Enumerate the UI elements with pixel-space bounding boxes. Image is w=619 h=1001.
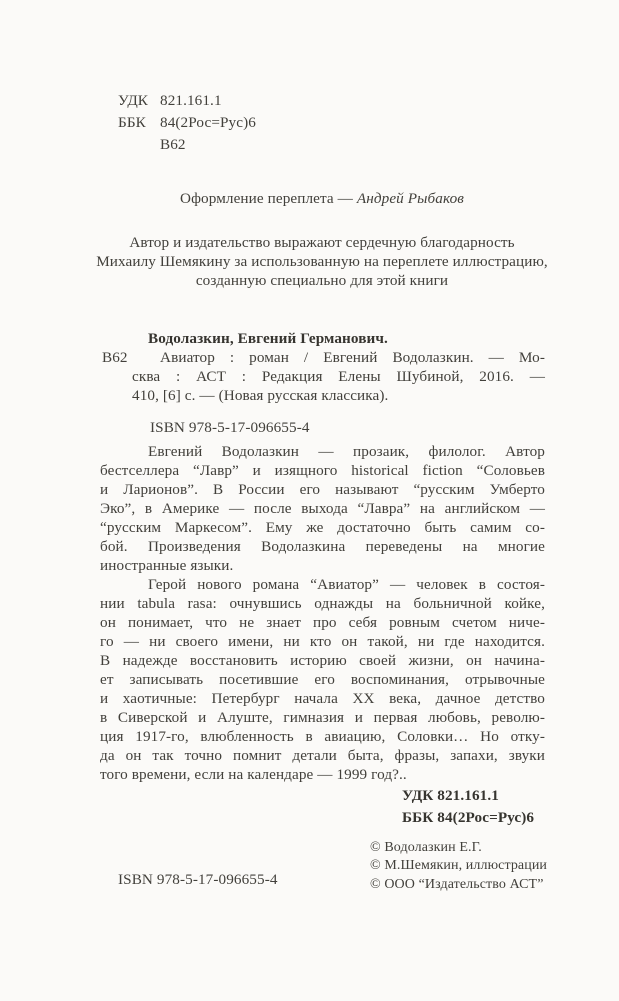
classification-block-bottom xyxy=(402,785,534,828)
annotation-line: нии tabula rasa: очнувшись однажды на больничной койке, xyxy=(100,595,545,612)
design-credit-prefix: Оформление переплета — xyxy=(180,190,357,207)
catalog-line: 410, [6] с. — (Новая русская классика). xyxy=(132,387,389,404)
catalog-author-header: Водолазкин, Евгений Германович. xyxy=(148,330,388,347)
copyright-block xyxy=(370,839,547,894)
udk-label: УДК xyxy=(118,92,149,109)
bbk-bottom: ББК 84(2Рос=Рус)6 xyxy=(402,808,535,826)
annotation-line: да он так точно помнит детали быта, фразы, запахи, звуки xyxy=(100,747,545,764)
annotation-line: ция 1917-го, влюбленность в авиацию, Соловки… Но отку- xyxy=(100,728,545,745)
acknowledgment-line: Михаилу Шемякину за использованную на переплете иллюстрацию, xyxy=(96,253,548,271)
catalog-description xyxy=(100,348,545,405)
catalog-line: Авиатор : роман / Евгений Водолазкин. — Мо- xyxy=(160,349,545,366)
author-sign: В62 xyxy=(160,136,186,153)
copyright-line: © ООО “Издательство АСТ” xyxy=(370,876,544,892)
annotation-line: Герой нового романа “Авиатор” — человек в состоя- xyxy=(148,576,545,593)
annotation-line: Евгений Водолазкин — прозаик, филолог. Автор xyxy=(148,443,545,460)
catalog-line: сква : АСТ : Редакция Елены Шубиной, 2016. — xyxy=(132,368,545,385)
annotation-line: того времени, если на календаре — 1999 год?.. xyxy=(100,766,407,783)
isbn-bottom: ISBN 978-5-17-096655-4 xyxy=(118,871,278,888)
catalog-card xyxy=(100,329,545,437)
acknowledgment xyxy=(62,233,582,291)
author-sign-line xyxy=(118,134,256,156)
annotation-line: иностранные языки. xyxy=(100,557,234,574)
classification-block-top xyxy=(118,90,256,156)
annotation-line: он понимает, что не знает про себя ровным счетом ниче- xyxy=(100,614,545,631)
annotation-line: Эко”, в Америке — после выхода “Лавра” на английском — xyxy=(100,500,545,517)
bbk-line xyxy=(118,112,256,134)
acknowledgment-line: созданную специально для этой книги xyxy=(195,272,449,290)
annotation-line: и хаотичные: Петербург начала XX века, дачное детство xyxy=(100,690,545,707)
bbk-value: 84(2Рос=Рус)6 xyxy=(160,114,256,131)
annotation xyxy=(100,442,545,784)
copyright-line: © М.Шемякин, иллюстрации xyxy=(370,858,548,874)
design-credit xyxy=(75,190,569,208)
annotation-line: в Сиверской и Алуште, гимназия и первая любовь, револю- xyxy=(100,709,545,726)
annotation-line: “русским Маркесом”. Ему же достаточно быть самим со- xyxy=(100,519,545,536)
copyright-line: © Водолазкин Е.Г. xyxy=(370,840,482,855)
acknowledgment-line: Автор и издательство выражают сердечную благодарность xyxy=(129,234,515,251)
annotation-line: и Ларионов”. В России его называют “русским Умберто xyxy=(100,481,545,498)
catalog-author-sign: В62 xyxy=(102,349,128,366)
annotation-line: го — ни своего имени, ни кто он такой, ни где находится. xyxy=(100,633,545,650)
udk-line xyxy=(118,90,256,112)
design-credit-designer: Андрей Рыбаков xyxy=(356,190,464,207)
udk-value: 821.161.1 xyxy=(160,92,222,109)
annotation-line: бой. Произведения Водолазкина переведены на многие xyxy=(100,538,545,555)
udk-bottom: УДК 821.161.1 xyxy=(402,787,499,804)
annotation-line: бестселлера “Лавр” и изящного historical fiction “Соловьев xyxy=(100,462,545,479)
isbn-catalog: ISBN 978-5-17-096655-4 xyxy=(150,419,310,436)
annotation-line: В надежде восстановить историю своей жизни, он начина- xyxy=(100,652,545,669)
annotation-line: ет записывать посетившие его воспоминания, отрывочные xyxy=(100,671,545,688)
bbk-label: ББК xyxy=(118,114,146,131)
